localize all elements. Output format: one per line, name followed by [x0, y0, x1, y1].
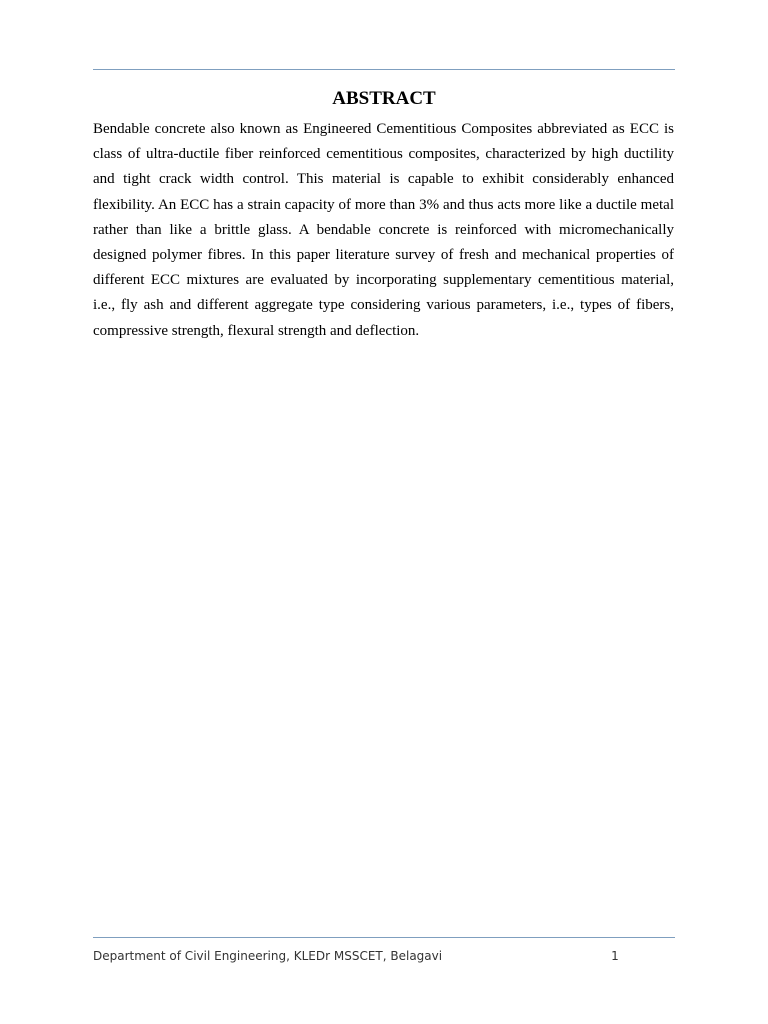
- abstract-paragraph: Bendable concrete also known as Engineered Cementitious Composites abbreviated as ECC is class of ultra-ductile fiber reinforced cementitious composites, characterized by high ductility and tight crack width control. This material is capable to exhibit considerably enhanced flexibility. An ECC has a strain capacity of more than 3% and thus acts more like a ductile metal rather than like a brittle glass. A bendable concrete is reinforced with micromechanically designed polymer fibres. In this paper literature survey of fresh and mechanical properties of different ECC mixtures are evaluated by incorporating supplementary cementitious material, i.e., fly ash and different aggregate type considering various parameters, i.e., types of fibers, compressive strength, flexural strength and deflection.: [93, 121, 674, 339]
- page-number: 1: [611, 949, 619, 963]
- footer-rule: [93, 937, 675, 938]
- page-title: ABSTRACT: [332, 88, 436, 109]
- footer-department: Department of Civil Engineering, KLEDr MSSCET, Belagavi: [93, 949, 443, 963]
- header-rule: [93, 69, 675, 70]
